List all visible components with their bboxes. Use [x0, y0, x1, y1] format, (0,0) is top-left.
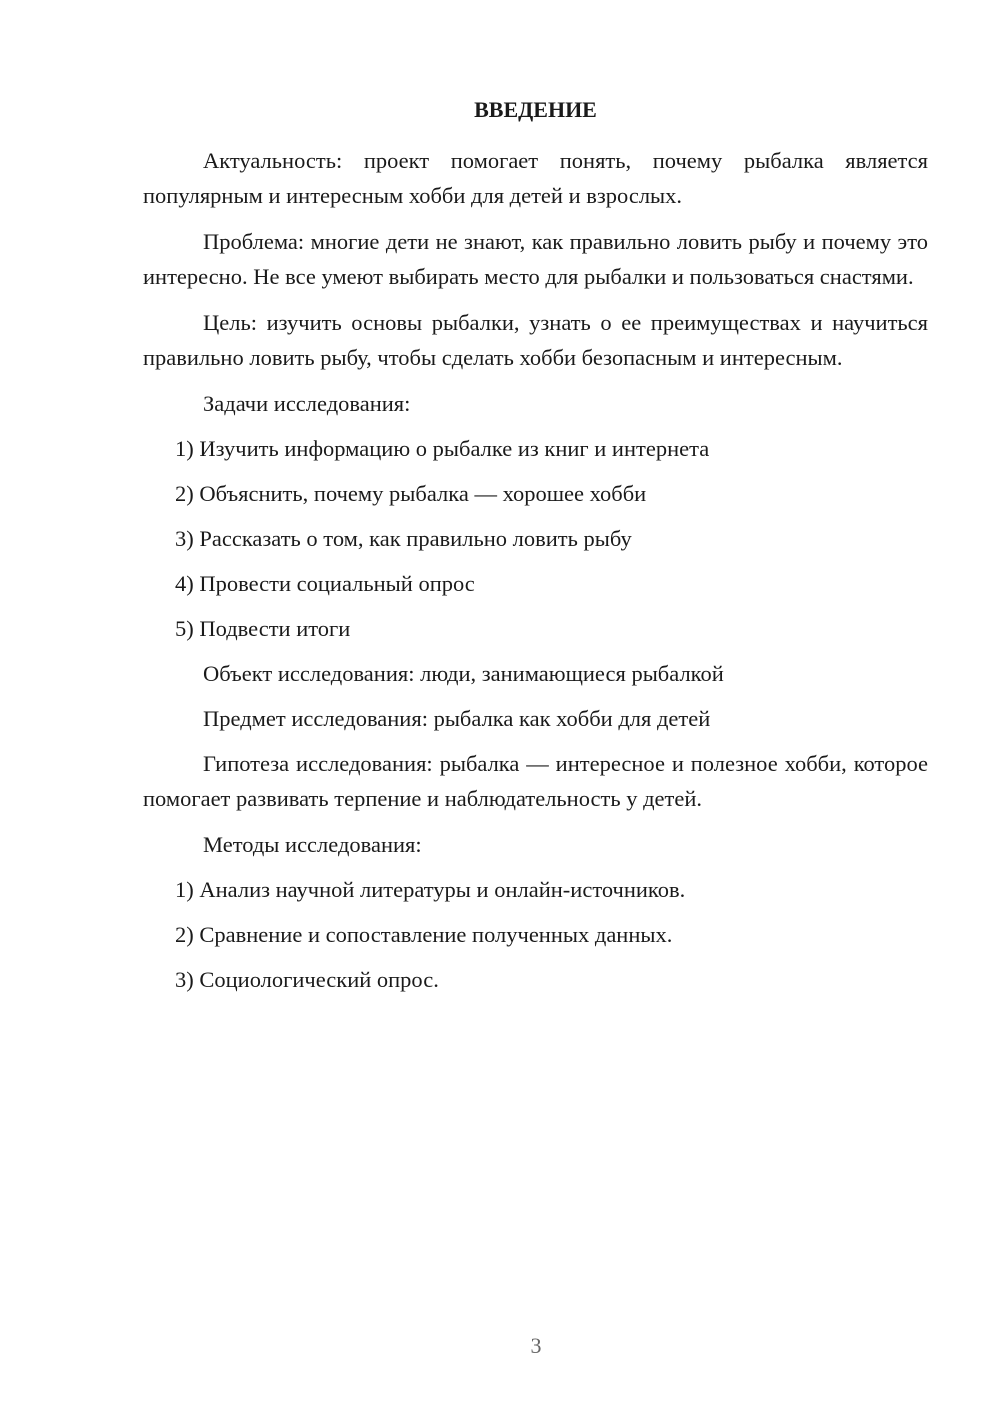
method-item: 3) Социологический опрос. [175, 967, 439, 992]
goal-paragraph: Цель: изучить основы рыбалки, узнать о ее преимуществах и научиться правильно ловить рыбу, чтобы сделать хобби безопасным и интересным. [143, 310, 928, 370]
task-item: 3) Рассказать о том, как правильно ловить рыбу [175, 526, 632, 551]
page-content [143, 95, 928, 1007]
task-item: 1) Изучить информацию о рыбалке из книг и интернета [175, 436, 710, 461]
methods-list [143, 872, 928, 997]
relevance-paragraph: Актуальность: проект помогает понять, почему рыбалка является популярным и интересным хобби для детей и взрослых. [143, 148, 928, 208]
task-item: 4) Провести социальный опрос [175, 571, 475, 596]
task-item: 5) Подвести итоги [175, 616, 351, 641]
problem-paragraph: Проблема: многие дети не знают, как правильно ловить рыбу и почему это интересно. Не все умеют выбирать место для рыбалки и пользоваться снастями. [143, 229, 928, 289]
page-number: 3 [530, 1333, 542, 1358]
method-item: 2) Сравнение и сопоставление полученных данных. [175, 922, 673, 947]
tasks-heading: Задачи исследования: [203, 391, 411, 416]
method-item: 1) Анализ научной литературы и онлайн-источников. [175, 877, 686, 902]
research-subject: Предмет исследования: рыбалка как хобби для детей [203, 706, 711, 731]
section-title: ВВЕДЕНИЕ [474, 97, 597, 122]
hypothesis-paragraph: Гипотеза исследования: рыбалка — интересное и полезное хобби, которое помогает развивать терпение и наблюдательность у детей. [143, 751, 928, 811]
research-object: Объект исследования: люди, занимающиеся рыбалкой [203, 661, 724, 686]
task-item: 2) Объяснить, почему рыбалка — хорошее хобби [175, 481, 647, 506]
tasks-list [143, 431, 928, 646]
methods-heading: Методы исследования: [203, 832, 422, 857]
